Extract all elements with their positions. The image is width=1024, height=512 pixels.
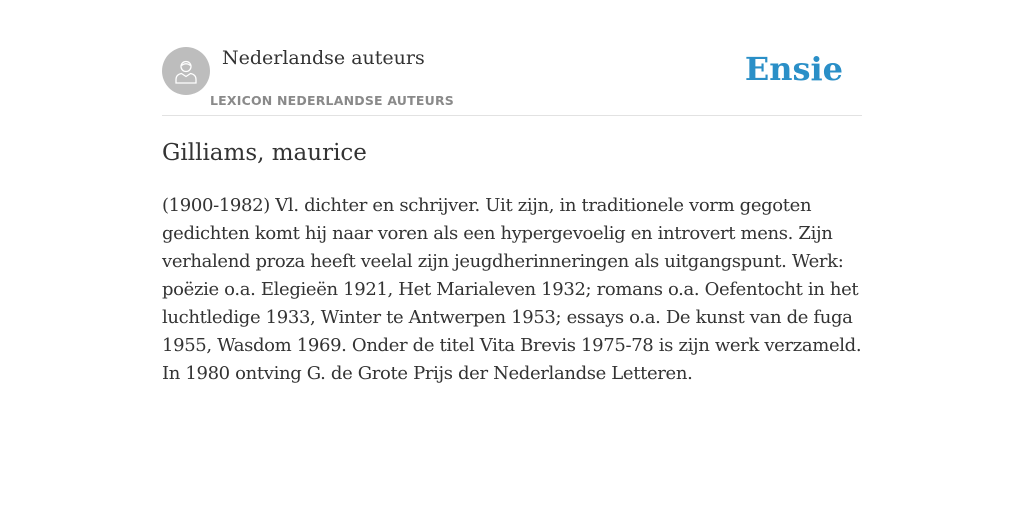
header-divider (162, 115, 862, 116)
avatar[interactable] (162, 47, 210, 95)
author-group-link[interactable]: Nederlandse auteurs (222, 47, 425, 69)
lexicon-label[interactable]: LEXICON NEDERLANDSE AUTEURS (210, 93, 454, 108)
user-icon (172, 57, 200, 85)
ensie-logo[interactable]: Ensie (744, 50, 843, 88)
header (162, 46, 862, 116)
entry-title: Gilliams, maurice (162, 140, 367, 166)
entry-body: (1900-1982) Vl. dichter en schrijver. Uit zijn, in traditionele vorm gegoten gedichten komt hij naar voren als een hypergevoelig en introvert mens. Zijn verhalend proza heeft veelal zijn jeugdherinneringen als uitgangspunt. Werk: poëzie o.a. Elegieën 1921, Het Marialeven 1932; romans o.a. Oefentocht in het luchtledige 1933, Winter te Antwerpen 1953; essays o.a. De kunst van de fuga 1955, Wasdom 1969. Onder de titel Vita Brevis 1975-78 is zijn werk verzameld. In 1980 ontving G. de Grote Prijs der Nederlandse Letteren. (162, 195, 862, 384)
